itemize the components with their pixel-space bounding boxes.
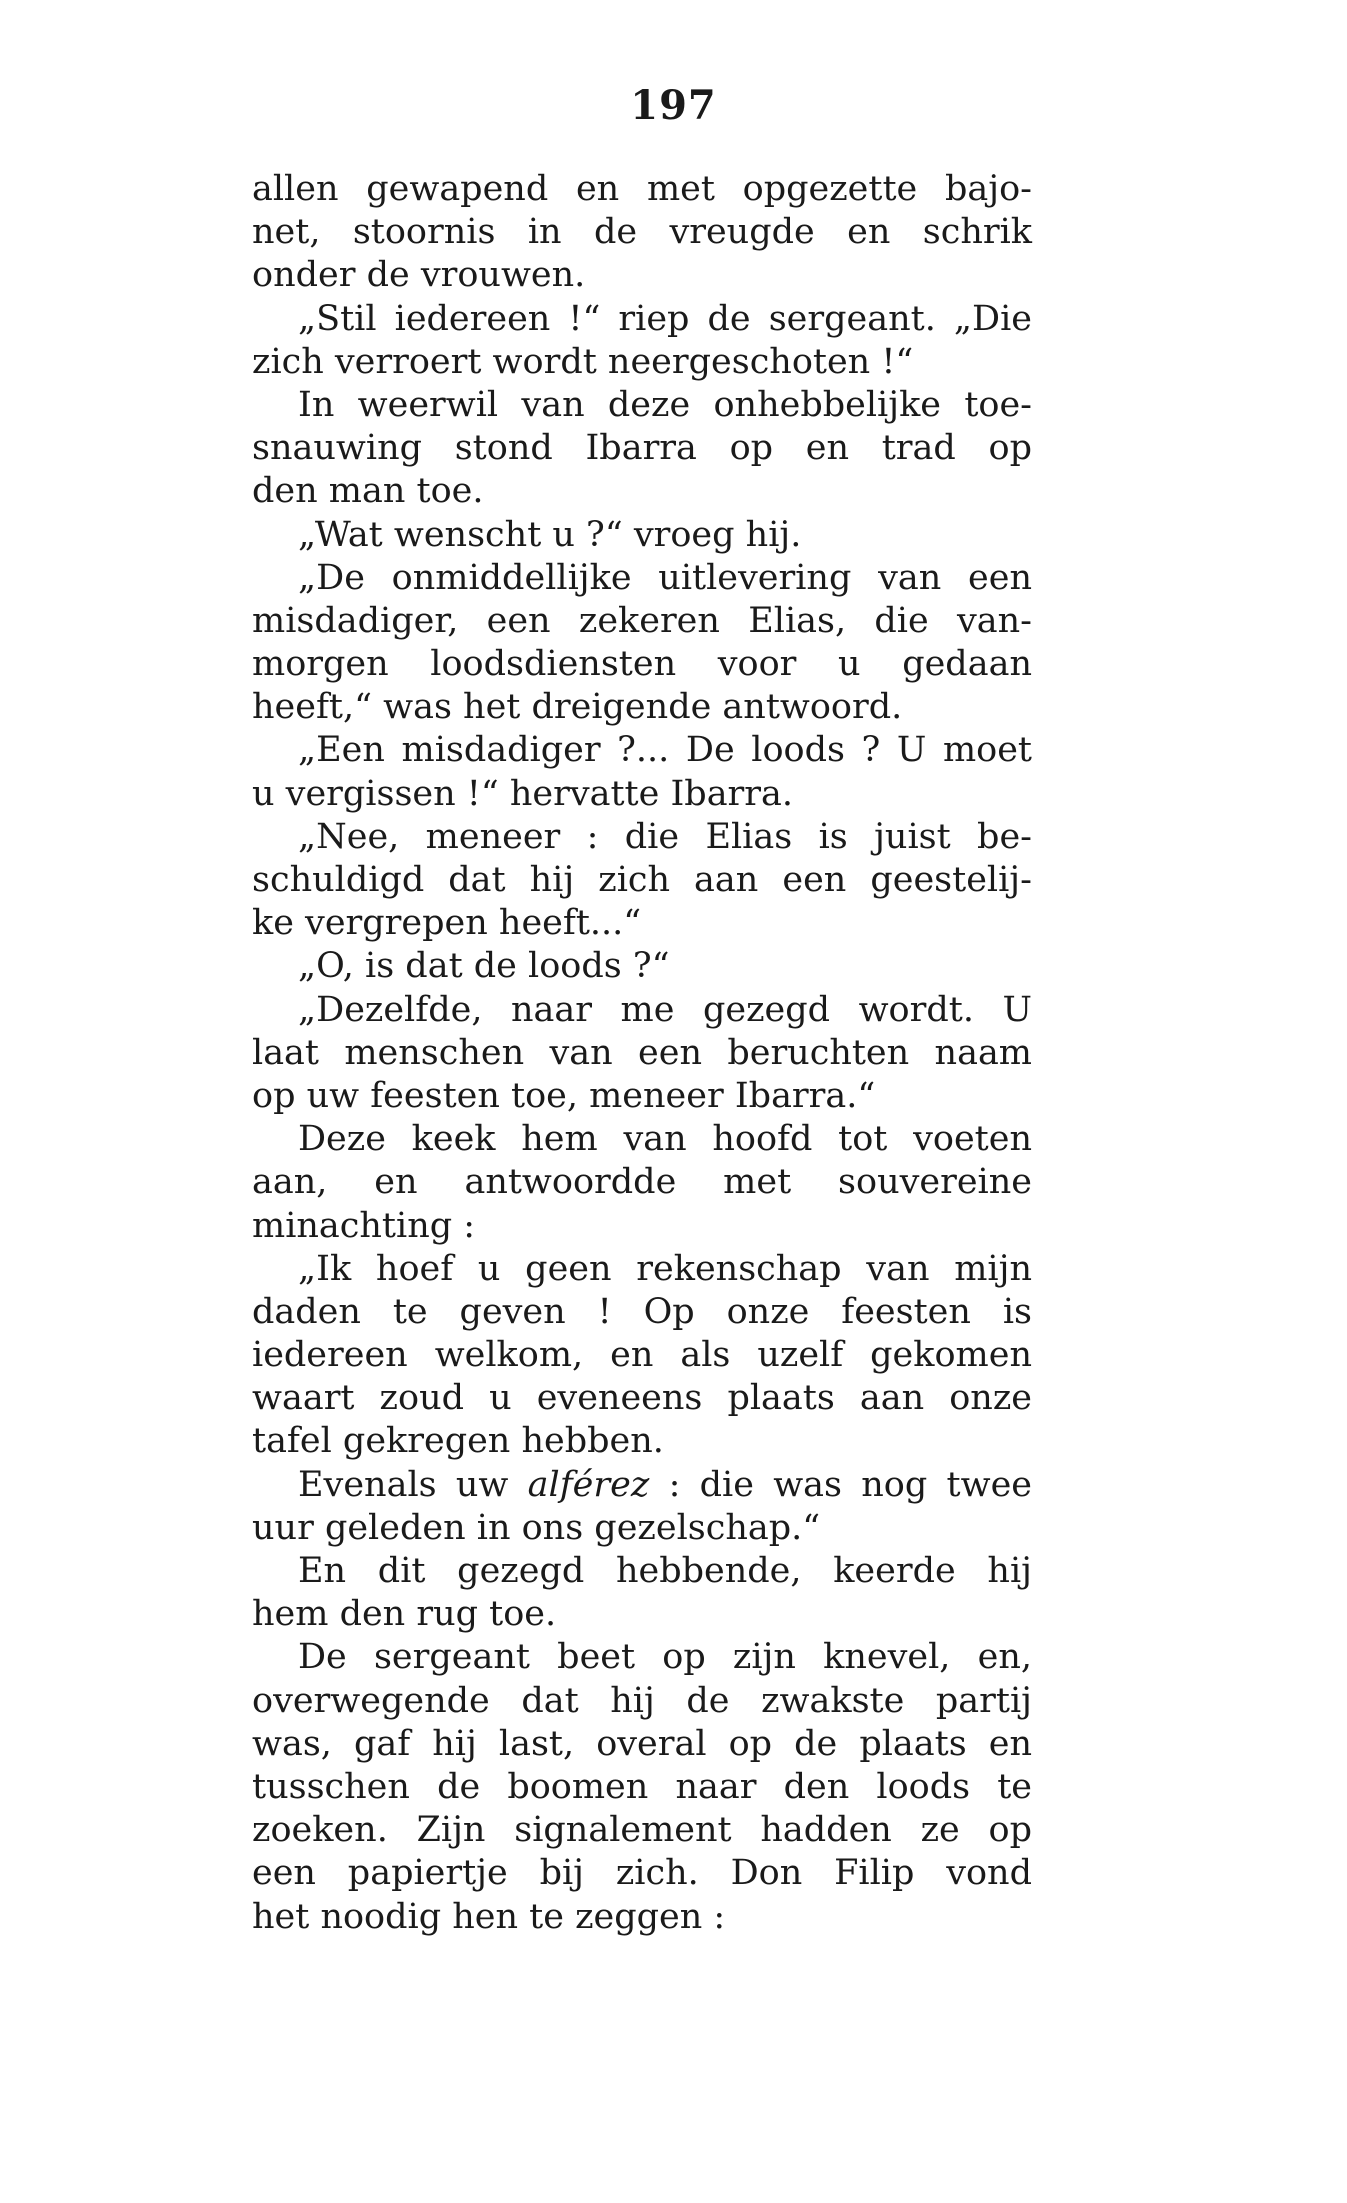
text-line: In weerwil van deze onhebbelijke toe-: [298, 384, 1032, 425]
text-line: net, stoornis in de vreugde en schrik: [252, 212, 1032, 253]
text-line: den man toe.: [252, 471, 484, 512]
text-line: onder de vrouwen.: [252, 255, 586, 296]
text-line: snauwing stond Ibarra op en trad op: [252, 428, 1032, 469]
text-line: hem den rug toe.: [252, 1594, 557, 1635]
italic-word: alférez: [527, 1464, 650, 1505]
text-line: „O, is dat de loods ?“: [298, 946, 670, 987]
text-line: tafel gekregen hebben.: [252, 1421, 664, 1462]
text-line: „Stil iedereen !“ riep de sergeant. „Die: [298, 298, 1032, 339]
text-line: morgen loodsdiensten voor u gedaan: [252, 644, 1032, 685]
text-line: aan, en antwoordde met souvereine: [252, 1162, 1032, 1203]
text-line: allen gewapend en met opgezette bajo-: [252, 169, 1032, 209]
text-line: overwegende dat hij de zwakste partij: [252, 1680, 1032, 1721]
text-line: iedereen welkom, en als uzelf gekomen: [252, 1335, 1032, 1376]
page-number: 197: [630, 82, 717, 129]
text-line: uur geleden in ons gezelschap.“: [252, 1507, 821, 1548]
text-line: „Wat wenscht u ?“ vroeg hij.: [298, 514, 802, 555]
text-line: het noodig hen te zeggen :: [252, 1896, 726, 1937]
text-line: „Nee, meneer : die Elias is juist be-: [298, 816, 1032, 857]
text-line: En dit gezegd hebbende, keerde hij: [298, 1551, 1032, 1591]
text-line: „De onmiddellijke uitlevering van een: [298, 557, 1032, 598]
text-line: Deze keek hem van hoofd tot voeten: [298, 1119, 1032, 1160]
body-text: [252, 168, 1032, 1939]
text-line: minachting :: [252, 1205, 476, 1246]
text-line: u vergissen !“ hervatte Ibarra.: [252, 773, 794, 814]
text-line: zoeken. Zijn signalement hadden ze op: [252, 1810, 1032, 1851]
text-line: laat menschen van een beruchten naam: [252, 1032, 1032, 1073]
text-line: zich verroert wordt neergeschoten !“: [252, 341, 914, 382]
text-line: daden te geven ! Op onze feesten is: [252, 1291, 1032, 1332]
text-line: een papiertje bij zich. Don Filip vond: [252, 1853, 1032, 1894]
text-segment: Evenals uw: [298, 1464, 509, 1505]
text-line: ke vergrepen heeft...“: [252, 903, 642, 944]
text-line: heeft,“ was het dreigende antwoord.: [252, 687, 903, 728]
text-line: „Dezelfde, naar me gezegd wordt. U: [298, 989, 1032, 1030]
text-line: schuldigd dat hij zich aan een geestelij-: [252, 860, 1032, 900]
text-line: waart zoud u eveneens plaats aan onze: [252, 1378, 1032, 1419]
text-line: [252, 1464, 1032, 1507]
text-line: „Ik hoef u geen rekenschap van mijn: [298, 1248, 1032, 1289]
text-segment: : die was nog twee: [668, 1464, 1032, 1505]
text-line: „Een misdadiger ?... De loods ? U moet: [298, 730, 1032, 771]
text-line: misdadiger, een zekeren Elias, die van-: [252, 600, 1032, 641]
text-line: De sergeant beet op zijn knevel, en,: [298, 1637, 1032, 1678]
text-line: tusschen de boomen naar den loods te: [252, 1766, 1032, 1807]
text-line: was, gaf hij last, overal op de plaats en: [252, 1723, 1032, 1764]
text-line: op uw feesten toe, meneer Ibarra.“: [252, 1075, 876, 1116]
